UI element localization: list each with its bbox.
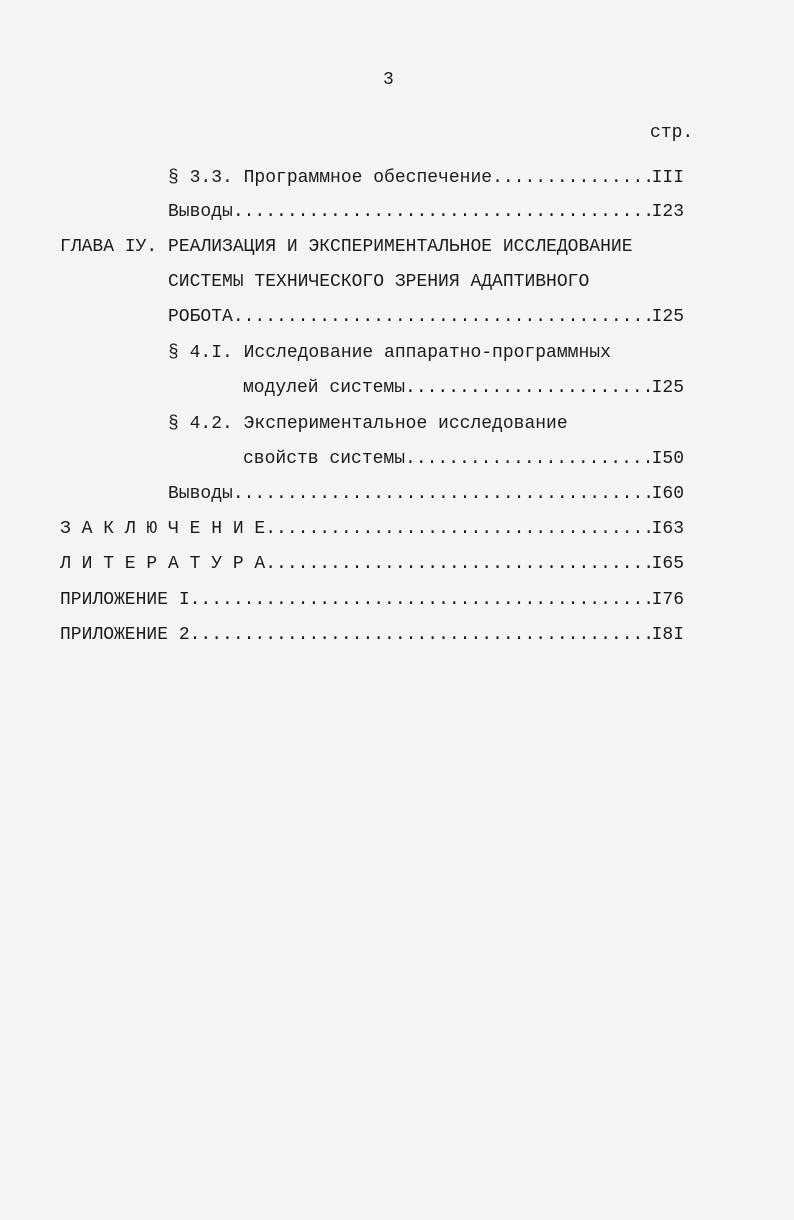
toc-entry-section-4-1-line2 bbox=[243, 377, 684, 399]
dot-leader bbox=[190, 624, 652, 646]
dot-leader bbox=[233, 306, 652, 328]
toc-entry-page: I50 bbox=[651, 449, 684, 469]
dot-leader bbox=[405, 377, 652, 399]
chapter-title-line1: РЕАЛИЗАЦИЯ И ЭКСПЕРИМЕНТАЛЬНОЕ ИССЛЕДОВАНИЕ bbox=[168, 237, 633, 257]
dot-leader bbox=[233, 201, 652, 223]
toc-entry-literature bbox=[60, 553, 684, 575]
toc-entry-label: § 3.3. Программное обеспечение bbox=[168, 168, 493, 188]
toc-chapter-4-heading-line2: СИСТЕМЫ ТЕХНИЧЕСКОГО ЗРЕНИЯ АДАПТИВНОГО bbox=[168, 272, 590, 292]
toc-entry-page: I65 bbox=[651, 554, 684, 574]
toc-entry-appendix-1 bbox=[60, 589, 684, 611]
toc-entry-page: I23 bbox=[651, 202, 684, 222]
dot-leader bbox=[265, 553, 651, 575]
toc-entry-page: I8I bbox=[651, 625, 684, 645]
toc-entry-label: З А К Л Ю Ч Е Н И Е bbox=[60, 519, 266, 539]
chapter-title-line3: РОБОТА bbox=[168, 307, 233, 327]
toc-entry-page: I60 bbox=[651, 484, 684, 504]
toc-entry-section-4-2-line2 bbox=[243, 448, 684, 470]
toc-entry-page: I25 bbox=[651, 378, 684, 398]
toc-entry-page: III bbox=[651, 168, 684, 188]
dot-leader bbox=[492, 167, 652, 189]
toc-entry-label: Л И Т Е Р А Т У Р А bbox=[60, 554, 266, 574]
toc-entry-section-4-1-line1: § 4.I. Исследование аппаратно-программных bbox=[168, 343, 611, 363]
toc-entry-label: модулей системы bbox=[243, 378, 406, 398]
chapter-prefix: ГЛАВА IУ. bbox=[60, 237, 158, 257]
toc-entry-chapter4-conclusions bbox=[168, 483, 684, 505]
toc-entry-page: I76 bbox=[651, 590, 684, 610]
toc-entry-page: I63 bbox=[651, 519, 684, 539]
toc-entry-chapter3-conclusions bbox=[168, 201, 684, 223]
pages-column-header: стр. bbox=[650, 123, 694, 143]
dot-leader bbox=[265, 518, 651, 540]
toc-entry-label: свойств системы bbox=[243, 449, 406, 469]
dot-leader bbox=[405, 448, 652, 470]
toc-entry-conclusion bbox=[60, 518, 684, 540]
toc-entry-label: Выводы bbox=[168, 484, 233, 504]
toc-entry-page: I25 bbox=[651, 307, 684, 327]
toc-entry-section-3-3 bbox=[168, 167, 684, 189]
toc-entry-label: Выводы bbox=[168, 202, 233, 222]
toc-entry-label: ПРИЛОЖЕНИЕ 2 bbox=[60, 625, 190, 645]
toc-chapter-4-heading-line3 bbox=[168, 306, 684, 328]
dot-leader bbox=[190, 589, 652, 611]
dot-leader bbox=[233, 483, 652, 505]
toc-entry-label: ПРИЛОЖЕНИЕ I bbox=[60, 590, 190, 610]
toc-entry-section-4-2-line1: § 4.2. Экспериментальное исследование bbox=[168, 414, 568, 434]
page-number: 3 bbox=[383, 70, 394, 90]
toc-chapter-4-heading-line1 bbox=[60, 236, 633, 258]
toc-entry-appendix-2 bbox=[60, 624, 684, 646]
